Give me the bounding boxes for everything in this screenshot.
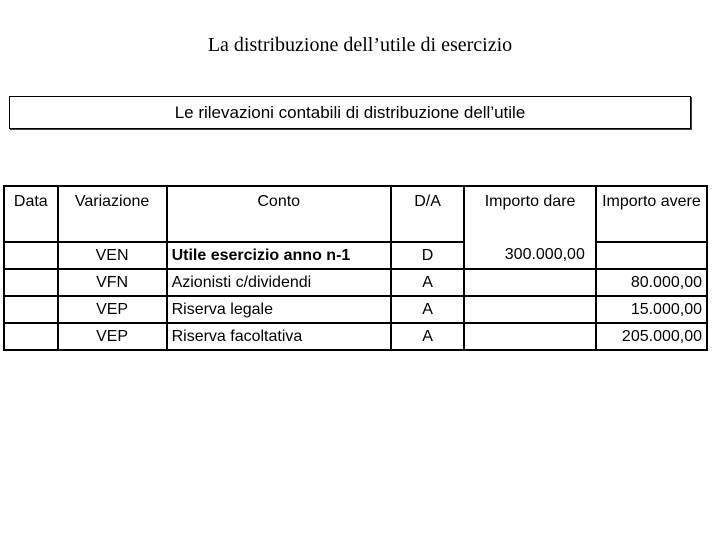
- cell-data: [4, 296, 58, 323]
- header-variazione: Variazione: [58, 186, 167, 242]
- cell-conto: Utile esercizio anno n-1: [167, 242, 391, 269]
- cell-conto: Riserva facoltativa: [167, 323, 391, 350]
- cell-da: A: [391, 296, 464, 323]
- table-header-row: [4, 186, 707, 242]
- cell-da: A: [391, 323, 464, 350]
- table-row: [4, 296, 707, 323]
- cell-importo-avere: [596, 242, 707, 269]
- header-data: Data: [4, 186, 58, 242]
- page-title: La distribuzione dell’utile di esercizio: [207, 34, 513, 56]
- accounting-entries-table: [3, 185, 708, 351]
- cell-variazione: VFN: [58, 269, 167, 296]
- cell-importo-dare: 300.000,00: [464, 242, 596, 269]
- cell-variazione: VEP: [58, 323, 167, 350]
- cell-variazione: VEP: [58, 296, 167, 323]
- cell-data: [4, 323, 58, 350]
- cell-importo-avere: 15.000,00: [596, 296, 707, 323]
- header-da: D/A: [391, 186, 464, 242]
- header-importo-dare: Importo dare: [464, 186, 596, 242]
- cell-data: [4, 269, 58, 296]
- cell-conto: Riserva legale: [167, 296, 391, 323]
- table-row: [4, 242, 707, 269]
- cell-conto: Azionisti c/dividendi: [167, 269, 391, 296]
- cell-importo-avere: 205.000,00: [596, 323, 707, 350]
- cell-data: [4, 242, 58, 269]
- cell-importo-dare: [464, 323, 596, 350]
- cell-da: D: [391, 242, 464, 269]
- header-importo-avere: Importo avere: [596, 186, 707, 242]
- table-row: [4, 323, 707, 350]
- header-conto: Conto: [167, 186, 391, 242]
- section-header-box: [9, 96, 691, 129]
- cell-importo-dare: [464, 296, 596, 323]
- cell-importo-avere: 80.000,00: [596, 269, 707, 296]
- cell-importo-dare: [464, 269, 596, 296]
- cell-variazione: VEN: [58, 242, 167, 269]
- cell-da: A: [391, 269, 464, 296]
- section-header-text: Le rilevazioni contabili di distribuzione dell’utile: [174, 102, 526, 122]
- table-row: [4, 269, 707, 296]
